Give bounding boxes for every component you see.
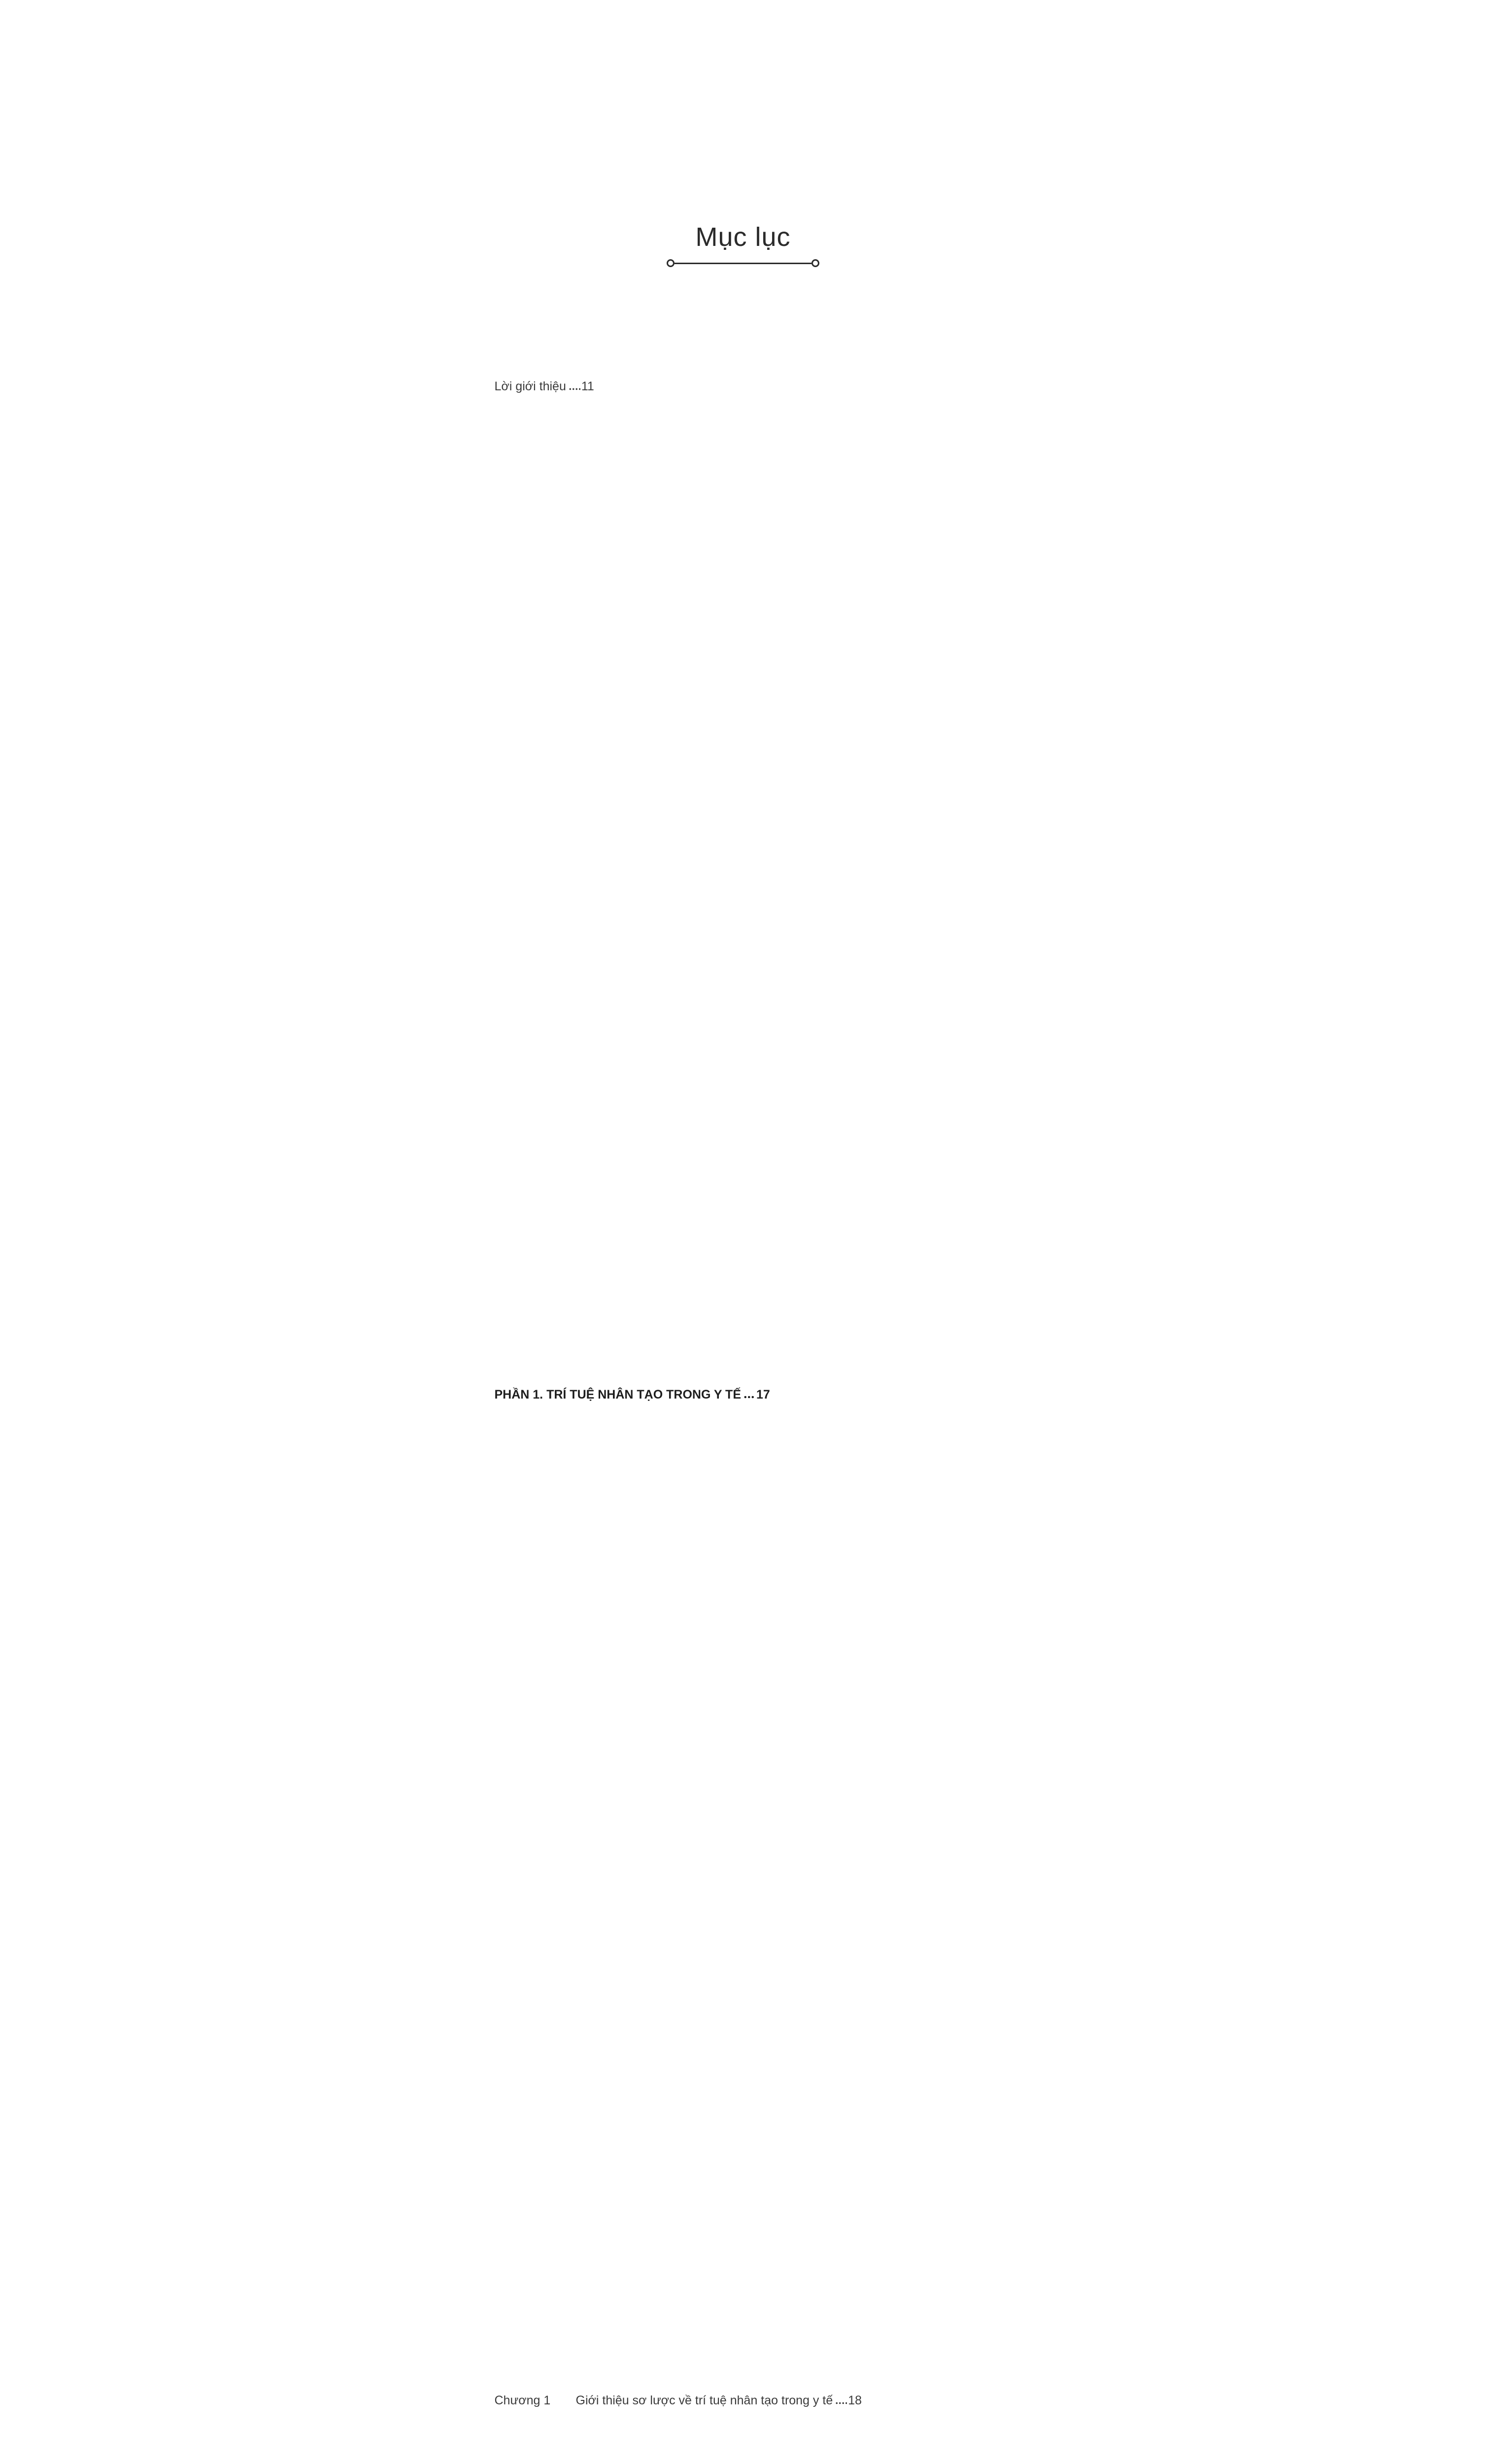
page-number: 11 — [581, 376, 1287, 1374]
entry-title: Lời giới thiệu — [494, 379, 566, 393]
toc-entry — [495, 2391, 981, 2464]
toc-entry-lines — [495, 376, 981, 1374]
divider-left-circle-icon — [667, 259, 675, 267]
dot-leader — [835, 2402, 847, 2404]
page-title: Mục lục — [695, 222, 791, 252]
toc-entry — [495, 376, 981, 1374]
toc-entry-lines — [495, 1385, 981, 2382]
divider-line — [675, 263, 811, 264]
toc-list — [495, 376, 981, 2464]
divider-right-circle-icon — [811, 259, 819, 267]
section-title: PHẦN 1. TRÍ TUỆ NHÂN TẠO TRONG Y TẾ — [494, 1388, 742, 1402]
title-divider — [667, 259, 819, 267]
toc-page — [390, 0, 1096, 2407]
toc-entry-line — [495, 376, 981, 1374]
toc-entry-lines — [576, 2391, 981, 2464]
toc-section-heading — [495, 1385, 981, 2382]
page-number: 17 — [756, 1385, 1462, 2382]
toc-entry-line — [495, 1385, 981, 2382]
dot-leader — [569, 388, 580, 390]
entry-title: Giới thiệu sơ lược về trí tuệ nhân tạo trong y tế — [575, 2394, 833, 2407]
toc-entry-line — [576, 2391, 981, 2464]
page-number: 18 — [848, 2391, 1486, 2464]
chapter-label: Chương 1 — [494, 2394, 551, 2407]
dot-leader — [743, 1396, 755, 1399]
